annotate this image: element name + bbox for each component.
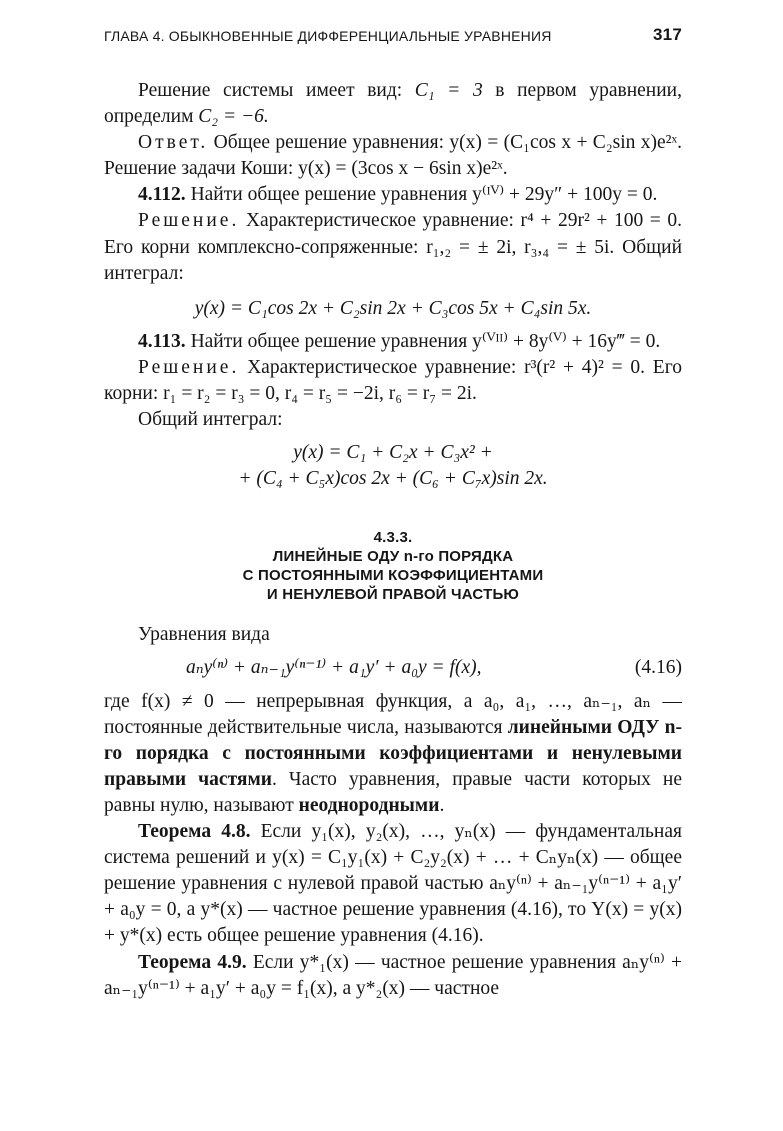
text: в первом уравнении, определим [104,80,682,128]
page-body [104,78,682,1002]
theorem-text: Если y*₁(x) — частное решение уравнения aₙy⁽ⁿ⁾ + aₙ₋₁y⁽ⁿ⁻¹⁾ + a₁y′ + a₀y = f₁(x), а y*₂(x) — частное [104,951,682,999]
formula-line-2: + (C₄ + C₅x)cos 2x + (C₆ + C₇x)sin 2x. [238,468,548,490]
theorem-label: Теорема 4.9. [138,951,247,973]
paragraph-system-solution [104,78,682,130]
equations-intro: Уравнения вида [138,624,270,646]
solution-text: Характеристическое уравнение: r⁴ + 29r² + 100 = 0. Его корни комплексно-сопряженные: r₁,₂ = ± 2i, r₃,₄ = ± 5i. Общий интеграл: [104,210,682,284]
defined-term: линейными ОДУ n-го порядка с постоянными коэффициентами и ненулевыми правыми частями [104,716,683,790]
answer-text: Общее решение уравнения: y(x) = (C₁cos x + C₂sin x)e²ˣ. Решение задачи Коши: y(x) = (3cos x − 6sin x)e²ˣ. [104,132,682,180]
theorem-label: Теорема 4.8. [138,821,251,843]
answer-label: Ответ. [138,132,209,154]
formula-line-1: y(x) = C₁ + C₂x + C₃x² + [293,442,493,464]
section-title-line-3: И НЕНУЛЕВОЙ ПРАВОЙ ЧАСТЬЮ [266,586,520,604]
solution-4-113 [104,355,682,407]
problem-4-113 [104,329,682,355]
text: . Часто уравнения, правые части которых не равны нулю, называют [104,768,682,816]
general-integral-label: Общий интеграл: [138,409,283,431]
problem-text: Найти общее решение уравнения y⁽ᴵⱽ⁾ + 29y″ + 100y = 0. [185,184,658,206]
theorem-text: Если y₁(x), y₂(x), …, yₙ(x) — фундаментальная система решений и y(x) = C₁y₁(x) + C₂y₂(x) + … + Cₙyₙ(x) — общее решение уравнения с нулевой правой частью aₙy⁽ⁿ⁾ + aₙ₋₁y⁽ⁿ⁻¹⁾ + a₁y′ + a₀y = 0, а y*(x) — частное решение уравнения (4.16), то Y(x) = y(x) + y*(x) есть общее решение уравнения (4.16). [104,821,682,947]
paragraph-answer [104,130,682,182]
chapter-title: ГЛАВА 4. ОБЫКНОВЕННЫЕ ДИФФЕРЕНЦИАЛЬНЫЕ УРАВНЕНИЯ [104,28,552,44]
text: Решение системы имеет вид: [138,80,415,101]
solution-4-112 [104,208,682,286]
section-number: 4.3.3. [373,529,413,547]
problem-4-112 [104,182,682,208]
solution-label: Решение. [138,356,240,378]
section-title-line-2: С ПОСТОЯННЫМИ КОЭФФИЦИЕНТАМИ [242,567,544,585]
defined-term: неоднородными [298,794,440,816]
problem-number: 4.112. [138,184,186,206]
text: . [439,794,445,816]
page-number: 317 [653,25,682,44]
theorem-4-8 [104,819,682,949]
section-heading [104,528,682,604]
solution-label: Решение. [138,210,240,232]
text: где f(x) ≠ 0 — непрерывная функция, а a₀, a₁, …, aₙ₋₁, aₙ — постоянные действительные числа, называются [104,690,682,738]
equation-formula: aₙy⁽ⁿ⁾ + aₙ₋₁y⁽ⁿ⁻¹⁾ + a₁y′ + a₀y = f(x), [186,656,482,678]
equation-4-16 [104,655,682,681]
definition-paragraph [104,689,682,819]
equation-number: (4.16) [634,656,682,678]
math-c2: C₂ = −6. [198,106,269,128]
section-title-line-1: ЛИНЕЙНЫЕ ОДУ n-го ПОРЯДКА [272,548,514,566]
theorem-4-9 [104,950,682,1002]
problem-number: 4.113. [138,330,186,352]
solution-text: Характеристическое уравнение: r³(r² + 4)² = 0. Его корни: r₁ = r₂ = r₃ = 0, r₄ = r₅ = −2i, r₆ = r₇ = 2i. [104,356,682,405]
problem-text: Найти общее решение уравнения y⁽ⱽᴵᴵ⁾ + 8y⁽ⱽ⁾ + 16y‴ = 0. [185,330,661,352]
formula-general-integral-4-113 [104,440,682,492]
page-header [104,24,682,50]
formula-general-integral-4-112: y(x) = C₁cos 2x + C₂sin 2x + C₃cos 5x + C₄sin 5x. [194,297,592,319]
math-c1: C₁ = 3 [414,80,483,101]
